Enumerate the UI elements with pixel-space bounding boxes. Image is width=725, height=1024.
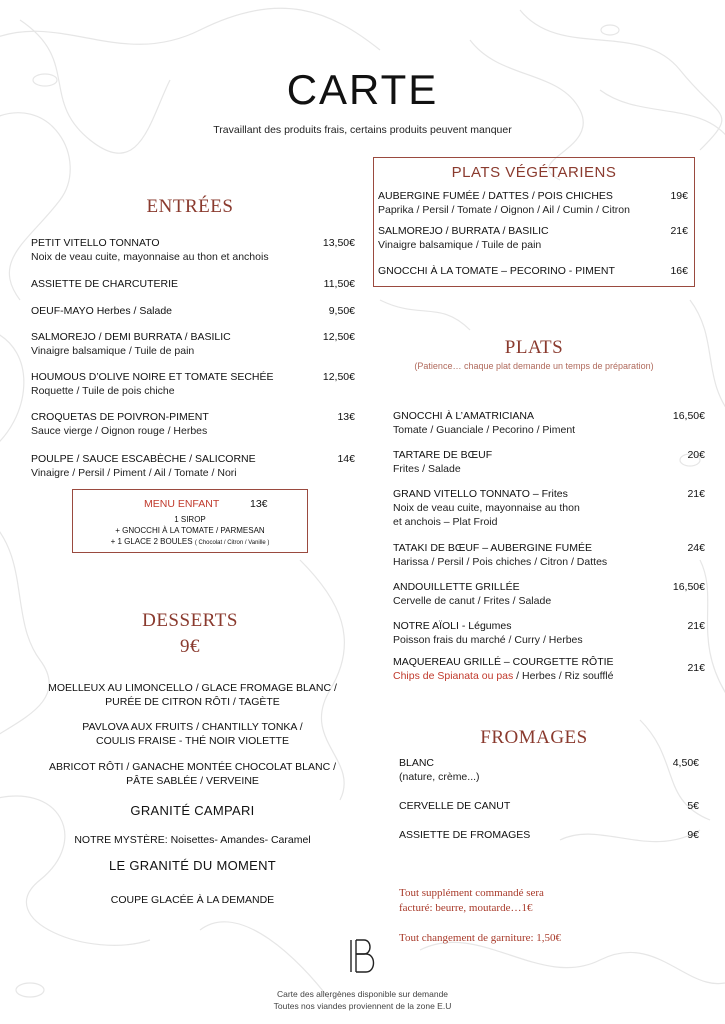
kids-menu-box bbox=[72, 489, 308, 553]
garniture-note: Tout changement de garniture: 1,50€ bbox=[399, 932, 562, 944]
vegetarian-title: PLATS VÉGÉTARIENS bbox=[451, 164, 617, 181]
vegetarian-desc: Paprika / Persil / Tomate / Oignon / Ail / Cumin / Citron bbox=[378, 204, 630, 216]
plat-name: TATAKI DE BŒUF – AUBERGINE FUMÉE bbox=[393, 542, 592, 554]
plat-name: ANDOUILLETTE GRILLÉE bbox=[393, 581, 520, 593]
entree-price: 13,50€ bbox=[322, 237, 355, 249]
plat-name: GRAND VITELLO TONNATO – Frites bbox=[393, 488, 568, 500]
entree-desc: Vinaigre / Persil / Piment / Ail / Tomate / Nori bbox=[31, 467, 237, 479]
entree-name: PETIT VITELLO TONNATO bbox=[31, 237, 160, 249]
plat-name: MAQUEREAU GRILLÉ – COURGETTE RÔTIE bbox=[393, 656, 614, 668]
kids-menu-line-flavours: ( Chocolat / Citron / Vanille ) bbox=[194, 540, 270, 546]
plat-price: 21€ bbox=[687, 488, 705, 500]
plat-price: 16,50€ bbox=[672, 410, 705, 422]
plat-desc: et anchois – Plat Froid bbox=[393, 516, 498, 528]
plat-name: TARTARE DE BŒUF bbox=[393, 449, 493, 461]
entree-price: 13€ bbox=[337, 411, 355, 423]
entree-desc: Roquette / Tuile de pois chiche bbox=[31, 385, 175, 397]
plat-desc-red: Chips de Spianata ou pas bbox=[393, 670, 514, 682]
plat-item bbox=[393, 619, 705, 647]
dessert-item bbox=[20, 760, 365, 788]
fromage-item bbox=[399, 756, 705, 784]
fromage-name: BLANC bbox=[399, 757, 435, 769]
dessert-mystere: NOTRE MYSTÈRE: Noisettes- Amandes- Caramel bbox=[74, 834, 311, 846]
kids-menu-title: MENU ENFANT bbox=[144, 498, 220, 510]
footer-meat-origin: Toutes nos viandes proviennent de la zone E.U bbox=[273, 1001, 452, 1011]
plat-name: GNOCCHI À L’AMATRICIANA bbox=[393, 410, 534, 422]
fromage-desc: (nature, crème...) bbox=[399, 771, 480, 783]
desserts-price: 9€ bbox=[180, 636, 200, 657]
footer-allergens: Carte des allergènes disponible sur demande bbox=[276, 989, 449, 999]
monogram-logo-icon bbox=[348, 938, 378, 974]
desserts-title: DESSERTS bbox=[142, 610, 238, 631]
plat-item bbox=[393, 448, 705, 476]
vegetarian-name: GNOCCHI À LA TOMATE – PECORINO - PIMENT bbox=[378, 265, 615, 277]
fromage-item bbox=[399, 828, 705, 842]
page-subtitle: Travaillant des produits frais, certains produits peuvent manquer bbox=[213, 124, 512, 136]
entree-name: OEUF-MAYO Herbes / Salade bbox=[31, 305, 173, 317]
plats-note: (Patience… chaque plat demande un temps de préparation) bbox=[414, 361, 654, 371]
fromage-price: 9€ bbox=[687, 829, 699, 841]
fromage-name: CERVELLE DE CANUT bbox=[399, 800, 511, 812]
plats-title: PLATS bbox=[504, 337, 564, 358]
entree-price: 12,50€ bbox=[322, 331, 355, 343]
plat-item bbox=[393, 655, 705, 683]
entree-item bbox=[31, 370, 356, 398]
plat-name: NOTRE AÏOLI - Légumes bbox=[393, 620, 512, 632]
entree-item bbox=[31, 410, 356, 438]
plat-price: 24€ bbox=[687, 542, 705, 554]
plat-desc: Poisson frais du marché / Curry / Herbes bbox=[393, 634, 583, 646]
plat-price: 21€ bbox=[687, 620, 705, 632]
vegetarian-desc: Vinaigre balsamique / Tuile de pain bbox=[378, 239, 542, 251]
entrees-title: ENTRÉES bbox=[146, 196, 234, 217]
entree-item bbox=[31, 452, 356, 480]
kids-menu-line-main: + 1 GLACE 2 BOULES bbox=[110, 537, 193, 546]
supplement-line: facturé: beurre, moutarde…1€ bbox=[399, 902, 533, 914]
entree-price: 11,50€ bbox=[323, 278, 355, 290]
entree-price: 12,50€ bbox=[322, 371, 355, 383]
plat-item bbox=[393, 541, 705, 569]
plat-desc: Cervelle de canut / Frites / Salade bbox=[393, 595, 552, 607]
plat-desc: Tomate / Guanciale / Pecorino / Piment bbox=[393, 424, 576, 436]
entree-item bbox=[31, 330, 356, 358]
dessert-line: COULIS FRAISE - THÉ NOIR VIOLETTE bbox=[96, 735, 289, 747]
fromage-price: 4,50€ bbox=[672, 757, 699, 769]
entree-desc: Sauce vierge / Oignon rouge / Herbes bbox=[31, 425, 208, 437]
vegetarian-price: 16€ bbox=[670, 265, 688, 277]
vegetarian-item bbox=[378, 224, 690, 252]
vegetarian-price: 19€ bbox=[670, 190, 688, 202]
plat-item bbox=[393, 580, 705, 608]
plat-price: 16,50€ bbox=[672, 581, 705, 593]
kids-menu-line: + GNOCCHI À LA TOMATE / PARMESAN bbox=[115, 526, 265, 535]
dessert-coupe: COUPE GLACÉE À LA DEMANDE bbox=[110, 894, 275, 906]
entree-item bbox=[31, 304, 356, 318]
vegetarian-name: SALMOREJO / BURRATA / BASILIC bbox=[378, 225, 549, 237]
entree-name: CROQUETAS DE POIVRON-PIMENT bbox=[31, 411, 209, 423]
dessert-line: PURÉE DE CITRON RÔTI / TAGÈTE bbox=[105, 696, 280, 708]
granite-moment: LE GRANITÉ DU MOMENT bbox=[108, 858, 277, 873]
fromage-name: ASSIETTE DE FROMAGES bbox=[399, 829, 531, 841]
fromage-price: 5€ bbox=[687, 800, 699, 812]
plat-item bbox=[393, 409, 705, 437]
entree-name: POULPE / SAUCE ESCABÈCHE / SALICORNE bbox=[31, 453, 256, 465]
plat-desc: Harissa / Persil / Pois chiches / Citron / Dattes bbox=[393, 556, 608, 568]
dessert-line: MOELLEUX AU LIMONCELLO / GLACE FROMAGE BLANC / bbox=[48, 682, 337, 694]
plat-price: 21€ bbox=[687, 662, 705, 674]
plat-price: 20€ bbox=[687, 449, 705, 461]
vegetarian-item bbox=[378, 189, 690, 217]
entree-item bbox=[31, 277, 356, 291]
entree-name: SALMOREJO / DEMI BURRATA / BASILIC bbox=[31, 331, 231, 343]
vegetarian-name: AUBERGINE FUMÉE / DATTES / POIS CHICHES bbox=[378, 190, 613, 202]
vegetarian-price: 21€ bbox=[670, 225, 688, 237]
dessert-line: PÂTE SABLÉE / VERVEINE bbox=[126, 775, 259, 787]
kids-menu-line: 1 SIROP bbox=[174, 515, 206, 524]
dessert-line: PAVLOVA AUX FRUITS / CHANTILLY TONKA / bbox=[82, 721, 303, 733]
plat-desc: Noix de veau cuite, mayonnaise au thon bbox=[393, 502, 580, 514]
fromage-item bbox=[399, 799, 705, 813]
supplement-line: Tout supplément commandé sera bbox=[399, 887, 544, 899]
page-title: CARTE bbox=[286, 66, 439, 113]
fromages-title: FROMAGES bbox=[480, 727, 588, 748]
plat-desc: / Herbes / Riz soufflé bbox=[513, 670, 614, 682]
granite-campari: GRANITÉ CAMPARI bbox=[130, 803, 255, 818]
kids-menu-price: 13€ bbox=[250, 498, 268, 510]
entree-desc: Noix de veau cuite, mayonnaise au thon et anchois bbox=[31, 251, 269, 263]
plat-desc: Frites / Salade bbox=[393, 463, 461, 475]
entree-name: HOUMOUS D’OLIVE NOIRE ET TOMATE SECHÉE bbox=[31, 371, 274, 383]
entree-desc: Vinaigre balsamique / Tuile de pain bbox=[31, 345, 195, 357]
kids-menu-line bbox=[73, 537, 307, 546]
entree-price: 9,50€ bbox=[328, 305, 355, 317]
dessert-item bbox=[20, 720, 365, 748]
supplement-note bbox=[399, 886, 544, 916]
plat-item bbox=[393, 487, 705, 529]
dessert-line: ABRICOT RÔTI / GANACHE MONTÉE CHOCOLAT BLANC / bbox=[48, 761, 337, 773]
dessert-item bbox=[20, 681, 365, 709]
entree-item bbox=[31, 236, 356, 264]
vegetarian-item bbox=[378, 264, 690, 278]
entree-name: ASSIETTE DE CHARCUTERIE bbox=[31, 278, 179, 290]
entree-price: 14€ bbox=[337, 453, 355, 465]
